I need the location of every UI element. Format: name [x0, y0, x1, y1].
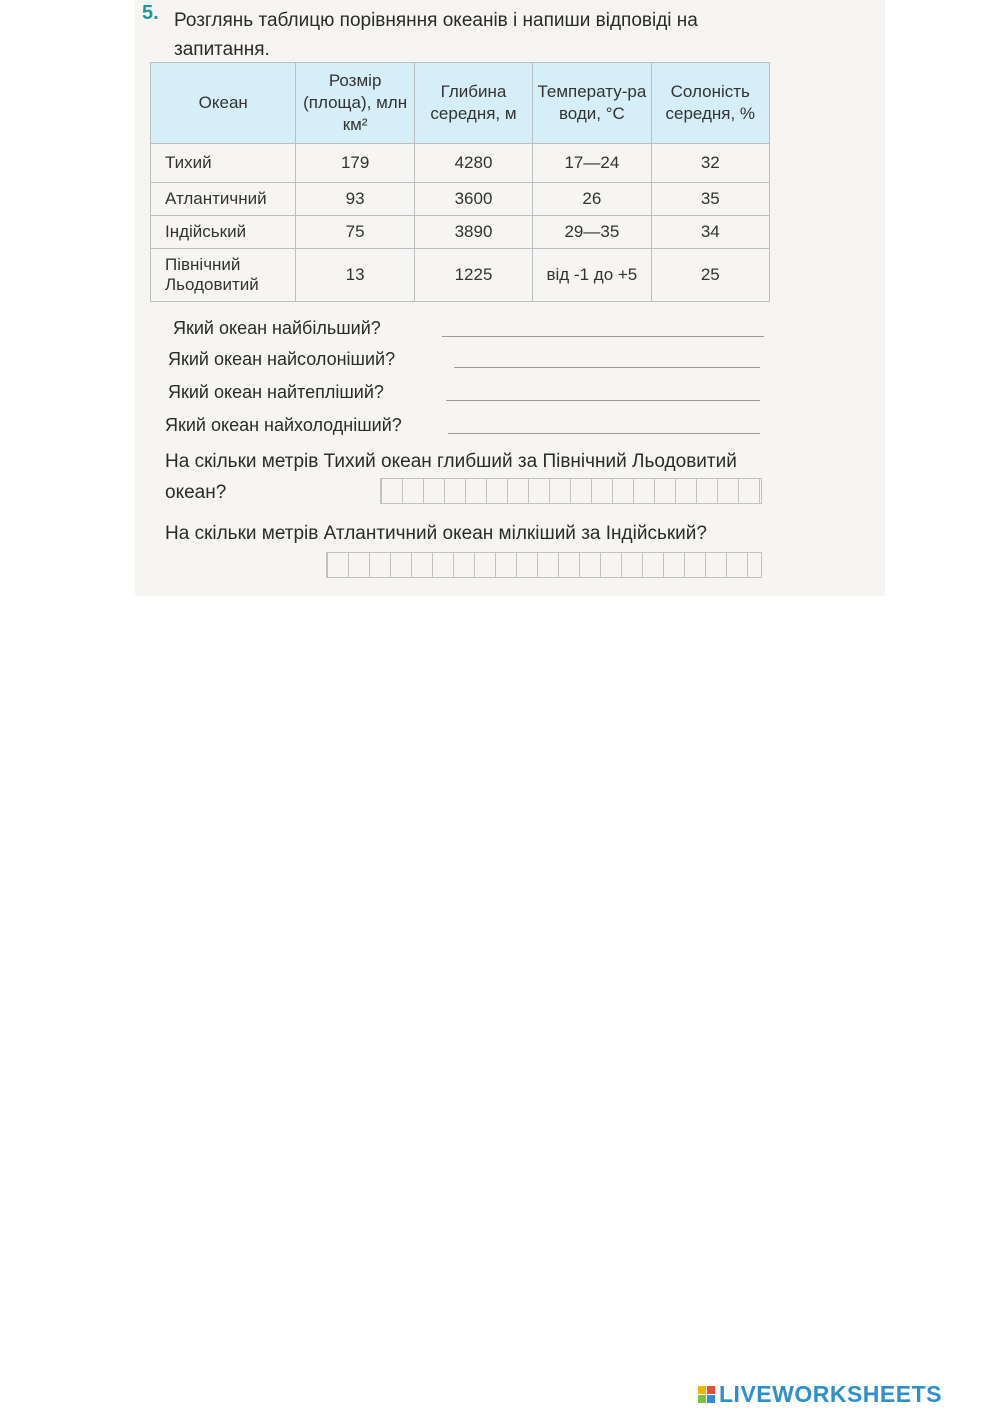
header-ocean: Океан	[151, 63, 296, 144]
cell-ocean: Атлантичний	[151, 183, 296, 216]
cell-ocean: Індійський	[151, 216, 296, 249]
liveworksheets-logo-icon	[698, 1386, 715, 1403]
cell-temperature: від -1 до +5	[533, 249, 651, 302]
liveworksheets-logo[interactable]	[698, 1381, 942, 1407]
answer-line-saltiest[interactable]	[454, 367, 760, 368]
cell-salinity: 32	[651, 144, 769, 183]
question-saltiest: Який океан найсолоніший?	[168, 349, 396, 369]
question-coldest: Який океан найхолодніший?	[165, 415, 402, 435]
question-warmest: Який океан найтепліший?	[168, 382, 384, 402]
cell-depth: 3600	[414, 183, 532, 216]
liveworksheets-logo-text: LIVEWORKSHEETS	[719, 1380, 942, 1407]
cell-ocean: Північний Льодовитий	[151, 249, 296, 302]
answer-grid-atlantic-vs-indian[interactable]	[326, 552, 762, 578]
cell-temperature: 29—35	[533, 216, 651, 249]
cell-ocean: Тихий	[151, 144, 296, 183]
cell-depth: 1225	[414, 249, 532, 302]
cell-area: 93	[296, 183, 414, 216]
cell-salinity: 34	[651, 216, 769, 249]
header-temperature: Температу-ра води, °С	[533, 63, 651, 144]
task-instruction: Розглянь таблицю порівняння океанів і напиши відповіді на запитання.	[174, 10, 698, 60]
table-row	[151, 183, 770, 216]
cell-area: 75	[296, 216, 414, 249]
answer-line-warmest[interactable]	[446, 400, 760, 401]
cell-depth: 4280	[414, 144, 532, 183]
table-row	[151, 249, 770, 302]
ocean-comparison-table	[150, 62, 770, 302]
cell-salinity: 25	[651, 249, 769, 302]
cell-depth: 3890	[414, 216, 532, 249]
cell-temperature: 26	[533, 183, 651, 216]
cell-salinity: 35	[651, 183, 769, 216]
task-number: 5.	[142, 2, 159, 24]
header-depth: Глибина середня, м	[414, 63, 532, 144]
header-area: Розмір (площа), млн км²	[296, 63, 414, 144]
cell-area: 13	[296, 249, 414, 302]
answer-line-largest[interactable]	[442, 336, 764, 337]
answer-grid-pacific-vs-arctic[interactable]	[380, 478, 762, 504]
header-salinity: Солоність середня, %	[651, 63, 769, 144]
question-largest: Який океан найбільший?	[173, 318, 381, 338]
table-row	[151, 216, 770, 249]
question-pacific-vs-arctic-depth: На скільки метрів Тихий океан глибший за Північний Льодовитий океан?	[165, 451, 737, 503]
table-header-row	[151, 63, 770, 144]
cell-area: 179	[296, 144, 414, 183]
cell-temperature: 17—24	[533, 144, 651, 183]
table-row	[151, 144, 770, 183]
question-atlantic-vs-indian-depth: На скільки метрів Атлантичний океан мілкіший за Індійський?	[165, 523, 707, 544]
answer-line-coldest[interactable]	[448, 433, 760, 434]
